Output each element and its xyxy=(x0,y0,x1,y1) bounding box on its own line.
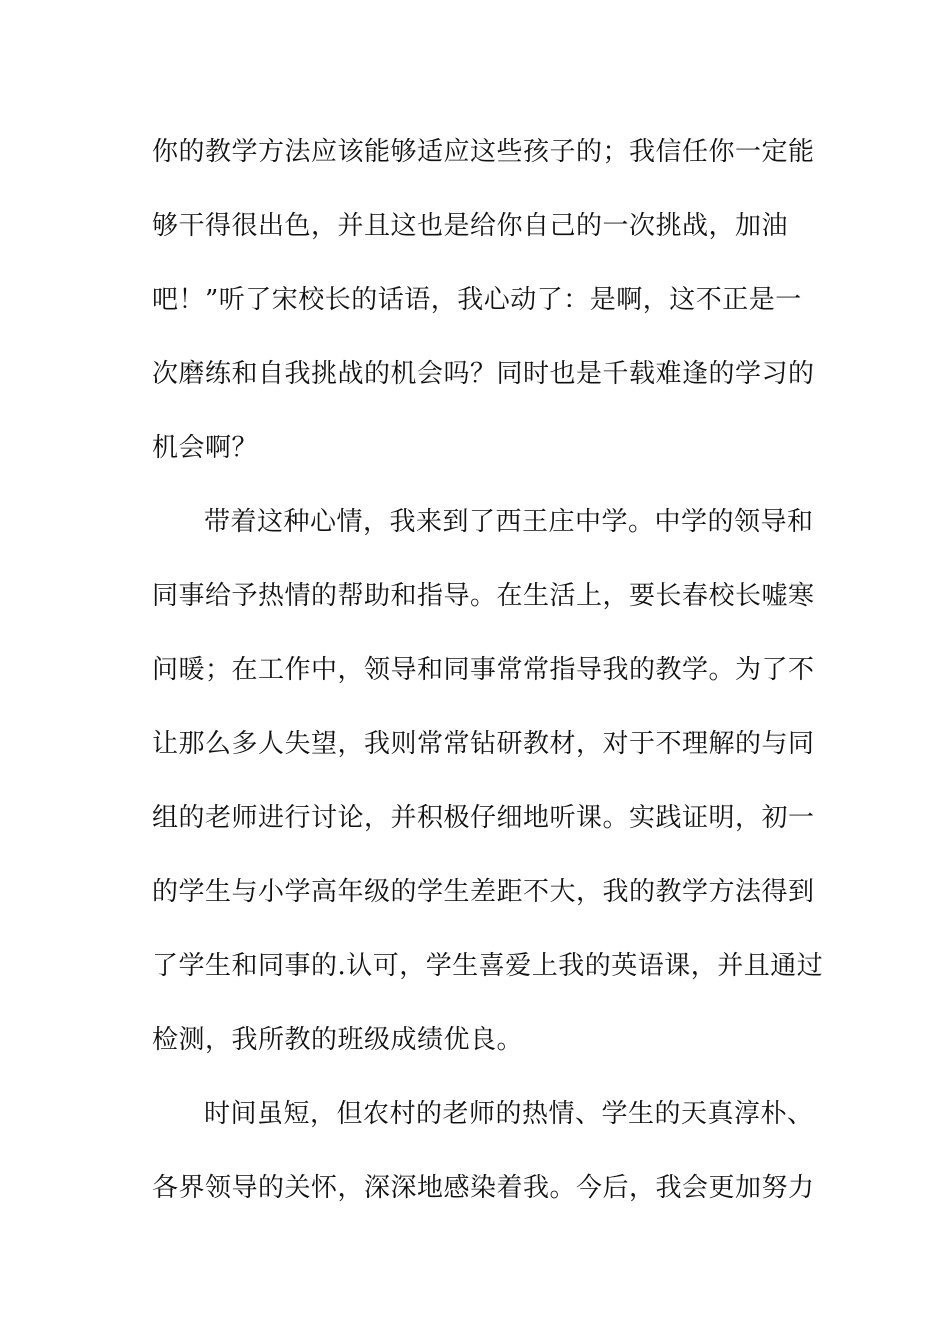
text-line: 机会啊？ xyxy=(152,433,259,463)
body-text xyxy=(152,122,824,1232)
text-line: 各界领导的关怀，深深地感染着我。今后，我会更加努力 xyxy=(152,1173,815,1203)
paragraph-start-line: 带着这种心情，我来到了西王庄中学。中学的领导和 xyxy=(204,507,814,537)
text-line: 够干得很出色，并且这也是给你自己的一次挑战，加油 xyxy=(152,211,789,241)
text-line: 了学生和同事的.认可，学生喜爱上我的英语课，并且通过 xyxy=(152,951,824,981)
text-line: 你的教学方法应该能够适应这些孩子的；我信任你一定能 xyxy=(152,137,815,167)
text-line: 次磨练和自我挑战的机会吗？同时也是千载难逢的学习的 xyxy=(152,359,815,389)
text-line: 检测，我所教的班级成绩优良。 xyxy=(152,1025,524,1055)
text-line: 同事给予热情的帮助和指导。在生活上，要长春校长嘘寒 xyxy=(152,581,815,611)
text-line: 问暖；在工作中，领导和同事常常指导我的教学。为了不 xyxy=(152,655,815,685)
text-line: 让那么多人失望，我则常常钻研教材，对于不理解的与同 xyxy=(152,729,815,759)
text-line: 吧！”听了宋校长的话语，我心动了：是啊，这不正是一 xyxy=(152,285,802,315)
text-line: 的学生与小学高年级的学生差距不大，我的教学方法得到 xyxy=(152,877,815,907)
text-line: 组的老师进行讨论，并积极仔细地听课。实践证明，初一 xyxy=(152,803,815,833)
paragraph-start-line: 时间虽短，但农村的老师的热情、学生的天真淳朴、 xyxy=(204,1099,814,1129)
